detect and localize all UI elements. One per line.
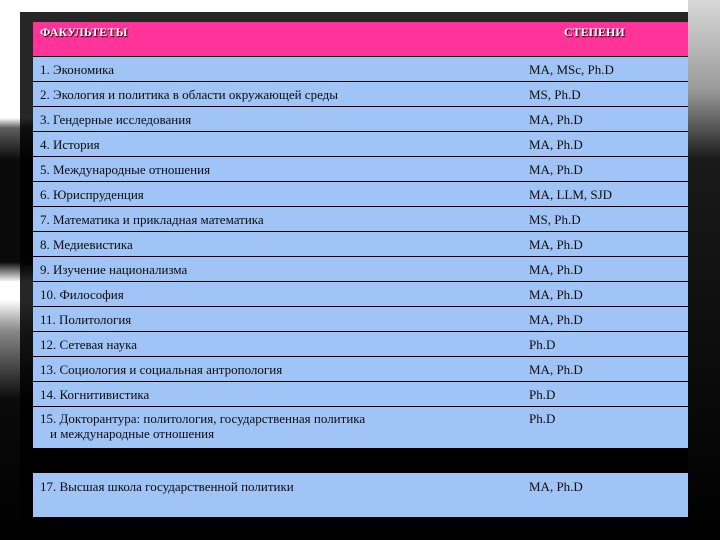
degree-cell: Ph.D bbox=[529, 411, 556, 426]
faculty-cell: 12. Сетевая наука bbox=[40, 336, 137, 352]
faculties-table bbox=[33, 22, 688, 517]
table-row bbox=[33, 381, 688, 406]
faculty-cell: 9. Изучение национализма bbox=[40, 261, 188, 277]
table-row bbox=[33, 56, 688, 81]
degree-cell: MA, MSc, Ph.D bbox=[529, 61, 614, 77]
faculty-cell: 14. Когнитивистика bbox=[40, 386, 150, 402]
table-row bbox=[33, 81, 688, 106]
faculty-cell bbox=[33, 407, 529, 441]
faculty-cell: 17. Высшая школа государственной политики bbox=[40, 479, 294, 494]
table-row bbox=[33, 356, 688, 381]
table-gap bbox=[33, 448, 688, 472]
table-row bbox=[33, 156, 688, 181]
degree-cell: MA, Ph.D bbox=[529, 261, 583, 277]
degree-cell: MA, Ph.D bbox=[529, 361, 583, 377]
faculty-cell: 5. Международные отношения bbox=[40, 161, 211, 177]
degree-cell: MS, Ph.D bbox=[529, 86, 581, 102]
faculty-cell: 11. Политология bbox=[40, 311, 132, 327]
table-row bbox=[33, 281, 688, 306]
table-row bbox=[33, 231, 688, 256]
faculty-cell: 7. Математика и прикладная математика bbox=[40, 211, 264, 227]
degree-cell: MA, Ph.D bbox=[529, 236, 583, 252]
table-row bbox=[33, 256, 688, 281]
faculty-cell: 13. Социология и социальная антропология bbox=[40, 361, 283, 377]
faculty-cell-line2: и международные отношения bbox=[50, 426, 215, 441]
degree-cell: MA, Ph.D bbox=[529, 161, 583, 177]
faculty-cell: 6. Юриспруденция bbox=[40, 186, 144, 202]
table-row bbox=[33, 406, 688, 448]
side-decoration-band bbox=[688, 0, 720, 540]
degree-cell: MS, Ph.D bbox=[529, 211, 581, 227]
header-faculties: ФАКУЛЬТЕТЫ bbox=[40, 25, 128, 39]
faculty-cell: 3. Гендерные исследования bbox=[40, 111, 192, 127]
degree-cell: MA, Ph.D bbox=[529, 311, 583, 327]
faculty-cell-line1: 15. Докторантура: политология, государственная политика bbox=[40, 411, 366, 426]
degree-cell: MA, Ph.D bbox=[529, 136, 583, 152]
faculty-cell: 10. Философия bbox=[40, 286, 124, 302]
table-row bbox=[33, 206, 688, 231]
faculty-cell: 2. Экология и политика в области окружающей среды bbox=[40, 86, 339, 102]
table-row bbox=[33, 106, 688, 131]
table-header-row bbox=[33, 22, 688, 56]
table-row bbox=[33, 472, 688, 517]
header-degrees: СТЕПЕНИ bbox=[564, 25, 625, 39]
degree-cell: Ph.D bbox=[529, 386, 556, 402]
table-row bbox=[33, 181, 688, 206]
degree-cell: Ph.D bbox=[529, 336, 556, 352]
table-row bbox=[33, 131, 688, 156]
degree-cell: MA, LLM, SJD bbox=[529, 186, 613, 202]
degree-cell: MA, Ph.D bbox=[529, 479, 583, 494]
faculty-cell: 1. Экономика bbox=[40, 61, 115, 77]
table-row bbox=[33, 306, 688, 331]
faculty-cell: 4. История bbox=[40, 136, 100, 152]
faculty-cell: 8. Медиевистика bbox=[40, 236, 133, 252]
table-row bbox=[33, 331, 688, 356]
degree-cell: MA, Ph.D bbox=[529, 111, 583, 127]
degree-cell: MA, Ph.D bbox=[529, 286, 583, 302]
